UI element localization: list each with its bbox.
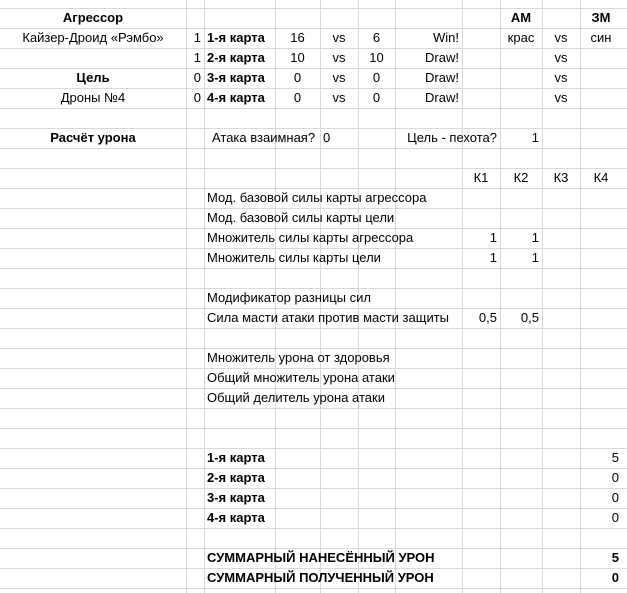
am-header[interactable]: АМ — [510, 10, 532, 25]
result-cell[interactable]: Draw! — [425, 50, 459, 65]
card-damage-value[interactable]: 0 — [611, 510, 619, 525]
grid-line — [0, 588, 627, 589]
vs-cell[interactable]: vs — [332, 90, 346, 105]
column-header-k1[interactable]: К1 — [473, 170, 489, 185]
aggressor-header[interactable]: Агрессор — [62, 10, 124, 25]
modifier-k2-value[interactable]: 1 — [531, 230, 539, 245]
grid-line — [0, 328, 627, 329]
modifier-k1-value[interactable]: 0,5 — [478, 310, 497, 325]
mutual-attack-value[interactable]: 0 — [323, 130, 331, 145]
card-power-a-cell[interactable]: 0 — [293, 70, 302, 85]
vs-cell[interactable]: vs — [554, 90, 568, 105]
target-label-cell[interactable]: Цель — [76, 70, 110, 85]
aggressor-name-cell[interactable]: Кайзер-Дроид «Рэмбо» — [22, 30, 164, 45]
card-label-cell[interactable]: 3-я карта — [207, 70, 265, 85]
card-damage-label[interactable]: 1-я карта — [207, 450, 265, 465]
card-label-cell[interactable]: 2-я карта — [207, 50, 265, 65]
card-power-a-cell[interactable]: 16 — [290, 30, 305, 45]
grid-line — [0, 148, 627, 149]
am-suit-cell[interactable]: крас — [507, 30, 535, 45]
card-label-cell[interactable]: 4-я карта — [207, 90, 265, 105]
infantry-target-label[interactable]: Цель - пехота? — [407, 130, 497, 145]
modifier-label[interactable]: Общий делитель урона атаки — [207, 390, 385, 405]
grid-line — [0, 448, 627, 449]
vs-cell[interactable]: vs — [554, 30, 568, 45]
column-header-k4[interactable]: К4 — [593, 170, 609, 185]
card-power-b-cell[interactable]: 0 — [372, 70, 381, 85]
target-name-cell[interactable]: Дроны №4 — [60, 90, 126, 105]
modifier-label[interactable]: Множитель силы карты цели — [207, 250, 381, 265]
modifier-k1-value[interactable]: 1 — [489, 230, 497, 245]
modifier-label[interactable]: Множитель урона от здоровья — [207, 350, 390, 365]
card-damage-label[interactable]: 4-я карта — [207, 510, 265, 525]
total-received-label[interactable]: СУММАРНЫЙ ПОЛУЧЕННЫЙ УРОН — [207, 570, 434, 585]
card-damage-value[interactable]: 5 — [611, 450, 619, 465]
card-power-b-cell[interactable]: 10 — [369, 50, 384, 65]
modifier-label[interactable]: Сила масти атаки против масти защиты — [207, 310, 450, 325]
card-count-cell[interactable]: 0 — [193, 70, 201, 85]
total-dealt-value[interactable]: 5 — [611, 550, 619, 565]
modifier-label[interactable]: Модификатор разницы сил — [207, 290, 371, 305]
card-count-cell[interactable]: 1 — [193, 30, 201, 45]
modifier-label[interactable]: Общий множитель урона атаки — [207, 370, 395, 385]
card-damage-label[interactable]: 2-я карта — [207, 470, 265, 485]
modifier-label[interactable]: Множитель силы карты агрессора — [207, 230, 414, 245]
modifier-k1-value[interactable]: 1 — [489, 250, 497, 265]
modifier-label[interactable]: Мод. базовой силы карты агрессора — [207, 190, 427, 205]
grid-line — [0, 528, 627, 529]
vs-cell[interactable]: vs — [332, 30, 346, 45]
card-count-cell[interactable]: 0 — [193, 90, 201, 105]
card-damage-value[interactable]: 0 — [611, 470, 619, 485]
grid-line — [0, 408, 627, 409]
vs-cell[interactable]: vs — [554, 50, 568, 65]
result-cell[interactable]: Draw! — [425, 70, 459, 85]
column-header-k2[interactable]: К2 — [513, 170, 529, 185]
grid-line — [0, 428, 627, 429]
mutual-attack-label[interactable]: Атака взаимная? — [212, 130, 316, 145]
card-power-a-cell[interactable]: 0 — [293, 90, 302, 105]
column-header-k3[interactable]: К3 — [553, 170, 569, 185]
vs-cell[interactable]: vs — [332, 50, 346, 65]
card-power-b-cell[interactable]: 6 — [372, 30, 381, 45]
damage-calc-title[interactable]: Расчёт урона — [50, 130, 136, 145]
total-dealt-label[interactable]: СУММАРНЫЙ НАНЕСЁННЫЙ УРОН — [207, 550, 435, 565]
card-power-b-cell[interactable]: 0 — [372, 90, 381, 105]
card-label-cell[interactable]: 1-я карта — [207, 30, 265, 45]
modifier-label[interactable]: Мод. базовой силы карты цели — [207, 210, 395, 225]
vs-cell[interactable]: vs — [332, 70, 346, 85]
card-count-cell[interactable]: 1 — [193, 50, 201, 65]
modifier-k2-value[interactable]: 0,5 — [520, 310, 539, 325]
vs-cell[interactable]: vs — [554, 70, 568, 85]
grid-line — [0, 268, 627, 269]
zm-header[interactable]: ЗМ — [591, 10, 611, 25]
modifier-k2-value[interactable]: 1 — [531, 250, 539, 265]
infantry-target-value[interactable]: 1 — [531, 130, 539, 145]
total-received-value[interactable]: 0 — [611, 570, 619, 585]
grid-line — [0, 488, 627, 489]
card-damage-label[interactable]: 3-я карта — [207, 490, 265, 505]
result-cell[interactable]: Draw! — [425, 90, 459, 105]
zm-suit-cell[interactable]: син — [590, 30, 612, 45]
card-damage-value[interactable]: 0 — [611, 490, 619, 505]
result-cell[interactable]: Win! — [433, 30, 459, 45]
card-power-a-cell[interactable]: 10 — [290, 50, 305, 65]
grid-line — [0, 508, 627, 509]
grid-line — [0, 108, 627, 109]
grid-line — [0, 468, 627, 469]
